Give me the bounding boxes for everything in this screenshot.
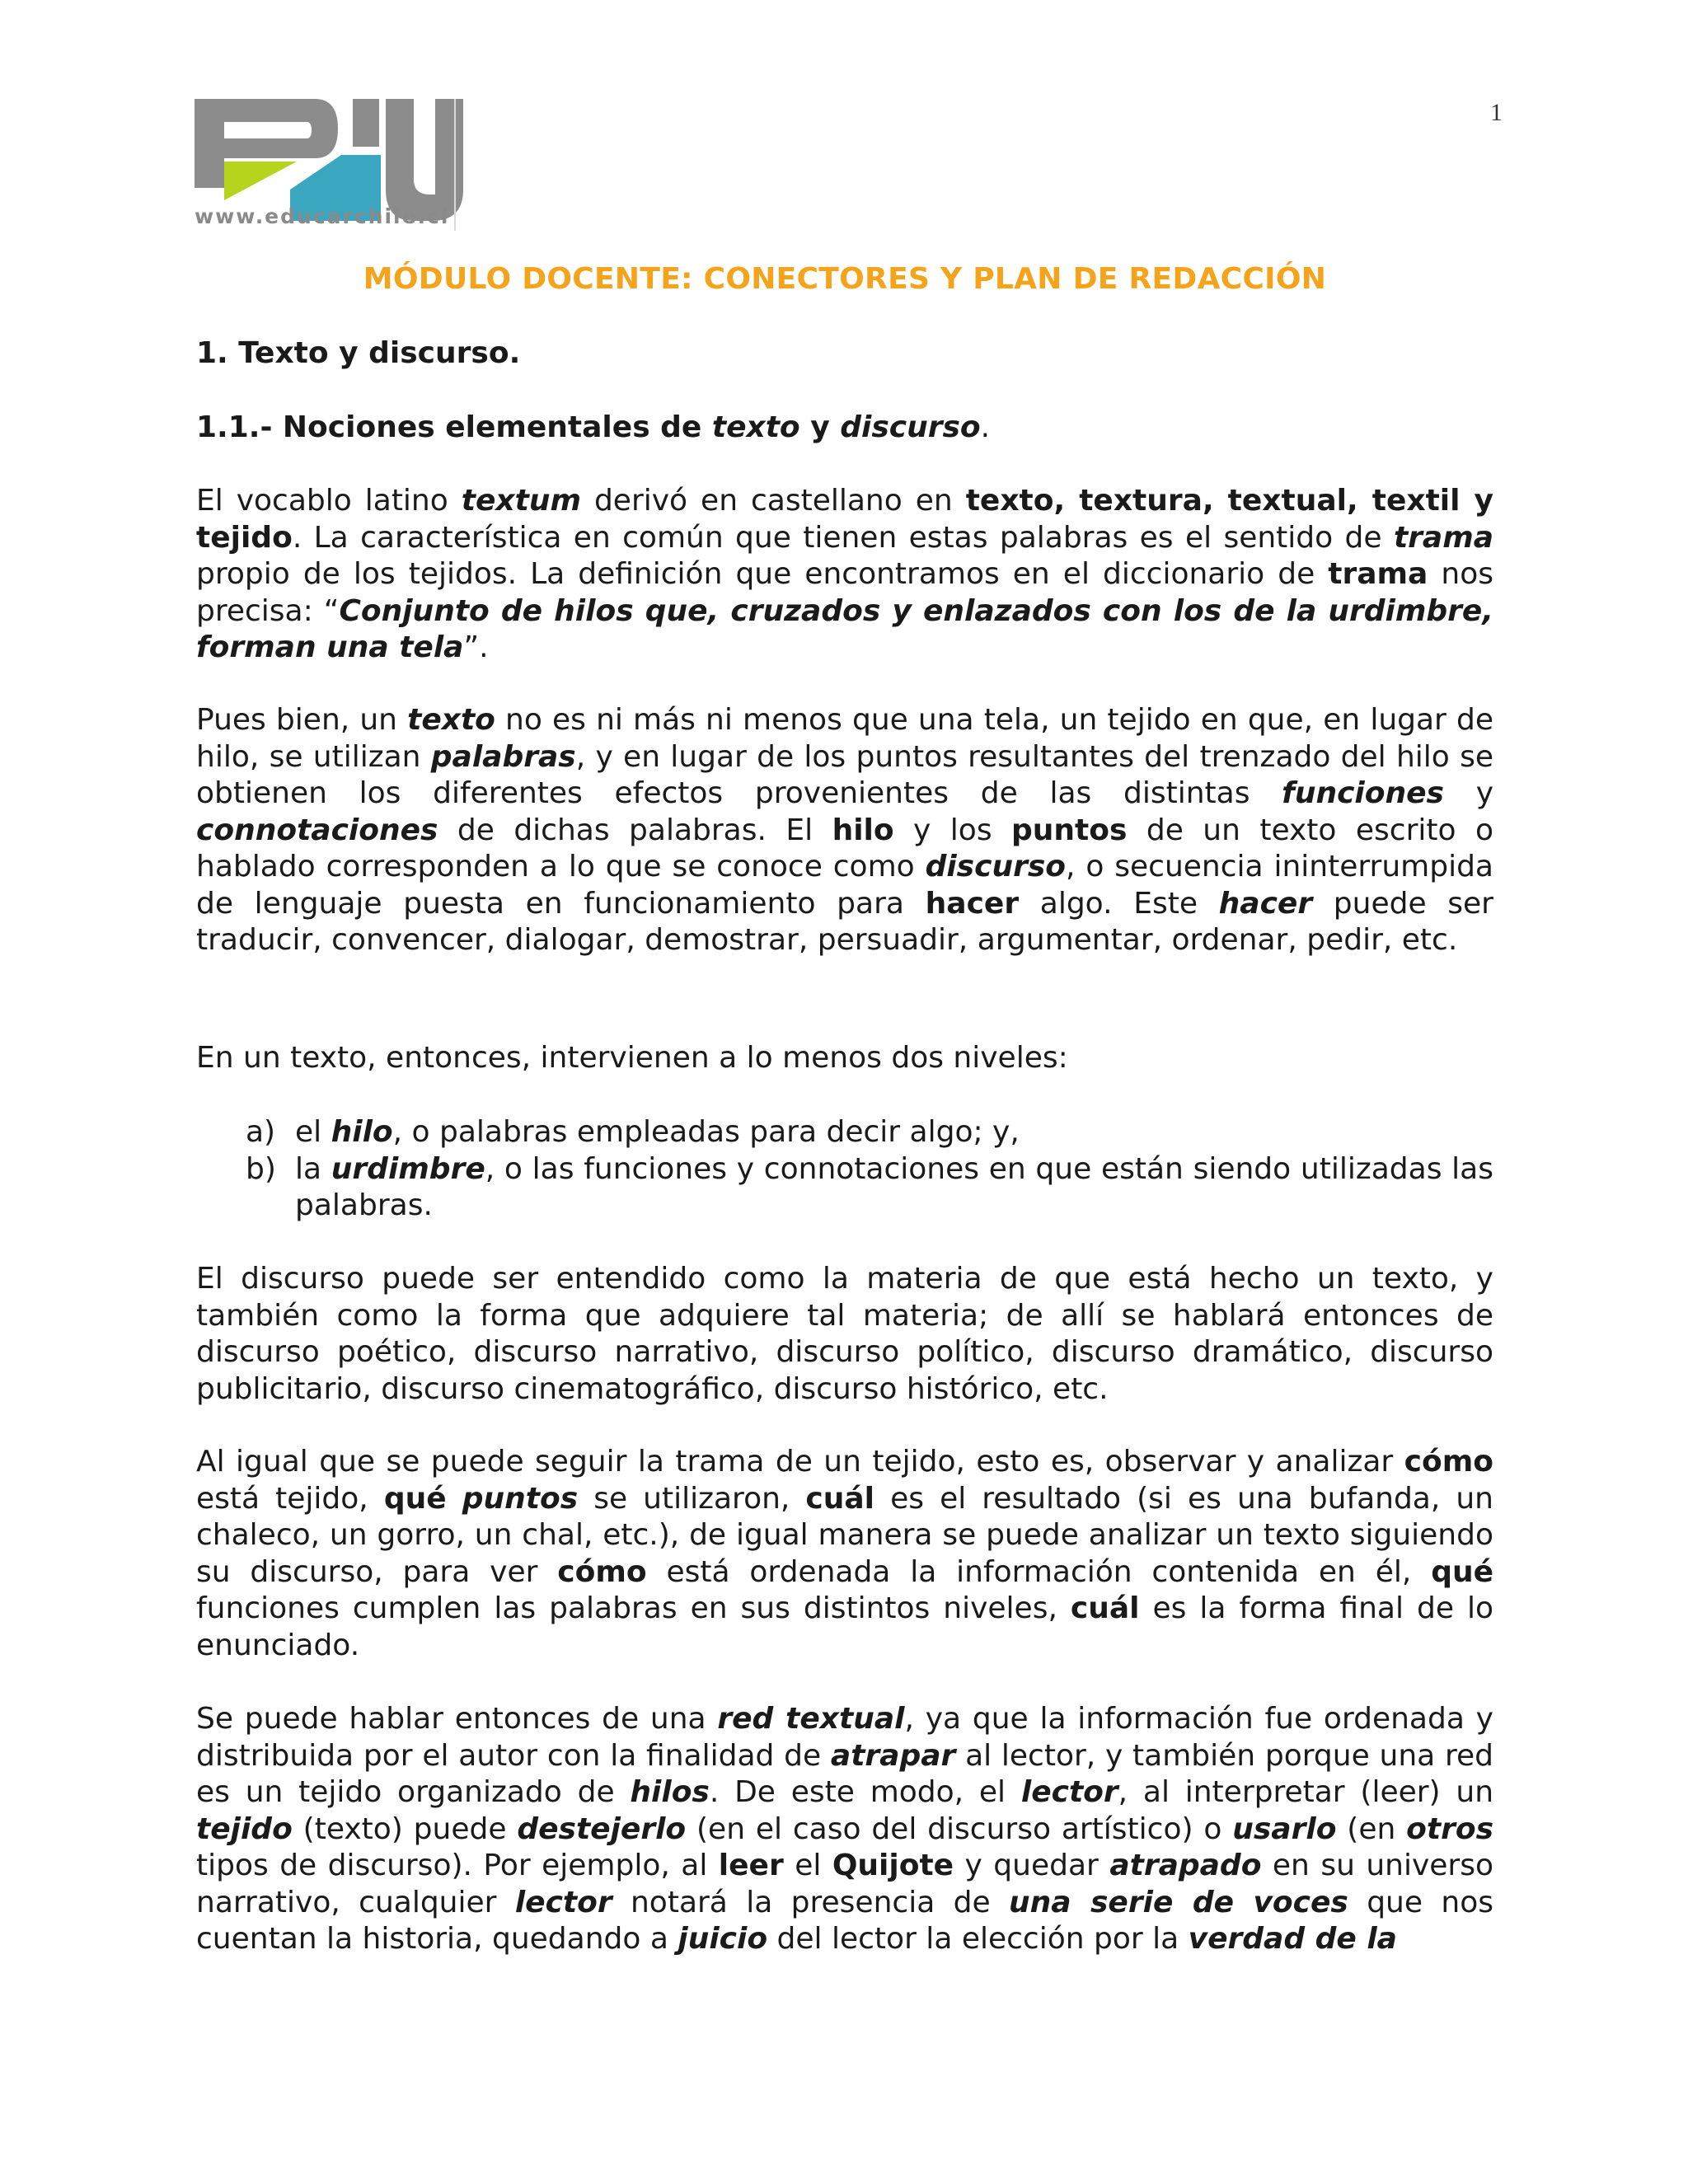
paragraph-6: Se puede hablar entonces de una red textual, ya que la información fue ordenada y distribuida por el autor con la finalidad de atrapar al lector, y también porque una red es un tejido organizado de hilos. De este modo, el lector, al interpretar (leer) un tejido (texto) puede destejerlo (en el caso del discurso artístico) o usarlo (en otros tipos de discurso). Por ejemplo, al leer el Quijote y quedar atrapado en su universo narrativo, cualquier lector notará la presencia de una serie de voces que nos cuentan la historia, quedando a juicio del lector la elección por la verdad de la [196, 1702, 1494, 1956]
list-item: b) la urdimbre, o las funciones y connotaciones en que están siendo utilizadas las palabras. [246, 1151, 1493, 1222]
paragraph-3: En un texto, entonces, intervienen a lo menos dos niveles: [196, 1041, 1068, 1075]
subsection-heading: 1.1.- Nociones elementales de texto y discurso. [196, 410, 991, 444]
page-number: 1 [1490, 99, 1503, 126]
logo-divider [454, 99, 456, 231]
paragraph-5: Al igual que se puede seguir la trama de un tejido, esto es, observar y analizar cómo está tejido, qué puntos se utilizaron, cuál es el resultado (si es una bufanda, un chaleco, un gorro, un chal, etc.), de igual manera se puede analizar un texto siguiendo su discurso, para ver cómo está ordenada la información contenida en él, qué funciones cumplen las palabras en sus distintos niveles, cuál es la forma final de lo enunciado. [196, 1445, 1494, 1662]
document-title: MÓDULO DOCENTE: CONECTORES Y PLAN DE REDACCIÓN [363, 262, 1327, 296]
paragraph-4: El discurso puede ser entendido como la materia de que está hecho un texto, y también como la forma que adquiere tal materia; de allí se hablará entonces de discurso poético, discurso narrativo, discurso político, discurso dramático, discurso publicitario, discurso cinematográfico, discurso histórico, etc. [196, 1262, 1493, 1406]
paragraph-2: Pues bien, un texto no es ni más ni menos que una tela, un tejido en que, en lugar de hilo, se utilizan palabras, y en lugar de los puntos resultantes del trenzado del hilo se obtienen los diferentes efectos provenientes de las distintas funciones y connotaciones de dichas palabras. El hilo y los puntos de un texto escrito o hablado corresponden a lo que se conoce como discurso, o secuencia ininterrumpida de lenguaje puesta en funcionamiento para hacer algo. Este hacer puede ser traducir, convencer, dialogar, demostrar, persuadir, argumentar, ordenar, pedir, etc. [196, 703, 1493, 957]
logo-url: www.educarchile.cl [195, 204, 450, 228]
section-heading: 1. Texto y discurso. [196, 336, 521, 370]
levels-list [196, 1114, 1493, 1225]
paragraph-1: El vocablo latino textum derivó en castellano en texto, textura, textual, textil y tejido. La característica en común que tienen estas palabras es el sentido de trama propio de los tejidos. La definición que encontramos en el diccionario de trama nos precisa: “Conjunto de hilos que, cruzados y enlazados con los de la urdimbre, forman una tela”. [196, 484, 1494, 664]
list-item: a) el hilo, o palabras empleadas para decir algo; y, [246, 1115, 1020, 1149]
